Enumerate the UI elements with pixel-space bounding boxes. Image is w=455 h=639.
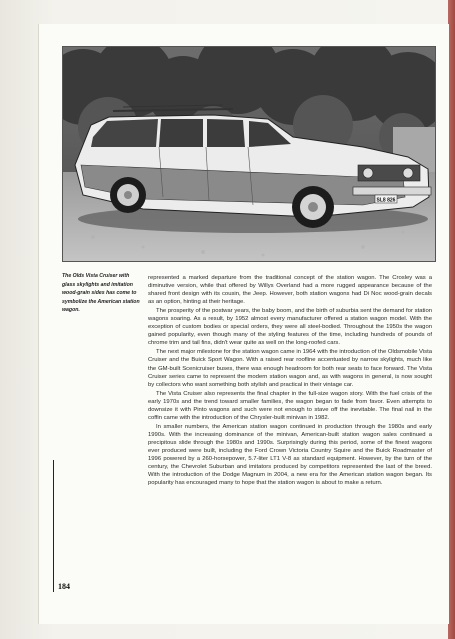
paragraph-4: The Vista Cruiser also represents the final chapter in the full-size wagon story. With the fuel crisis of the early 1970s and the trend toward smaller families, the wagon began to fade from favor. Even attempts to downsize it with Pinto wagons and such were not enough to stave off the inevitable. The final nail in the coffin came with the introduction of the Chrysler-built minivan in 1982. xyxy=(148,390,432,421)
paragraph-3: The next major milestone for the station wagon came in 1964 with the introduction of the Oldsmobile Vista Cruiser and the Buick Sport Wagon. With a raised rear roofline accentuated by narrow skylights, much like the GM-built Scenicruiser buses, there was enough headroom for both rear seats to face forward. The Vista Cruiser series came to represent the modern station wagon and, as with wagons in general, is now sought by collectors who want something both stylish and practical in their vintage car. xyxy=(148,349,432,388)
license-plate-text: SL8 826 xyxy=(376,197,396,204)
paragraph-1: represented a marked departure from the traditional concept of the station wagon. The Crosley was a diminutive version, while that offered by Willys Overland had a more rugged appearance because of the shared front design with its cousin, the Jeep. However, both station wagons had Di Noc wood-grain decals as an option, hinting at their heritage. xyxy=(148,275,432,306)
station-wagon-photo xyxy=(62,46,436,262)
page-number: 184 xyxy=(58,582,70,591)
paragraph-2: The prosperity of the postwar years, the baby boom, and the birth of suburbia sent the demand for station wagons soaring. As a result, by 1952 almost every manufacturer offered a station wagon model. With the exception of custom bodies or special orders, they were all steel-bodied. Throughout the 1950s the wagon gained popularity, even though many of the styling features of the time, including hundreds of pounds of chrome trim and tail fins, didn't wear quite as well on the long-roofed cars. xyxy=(148,308,432,347)
margin-rule xyxy=(53,460,54,592)
book-spine-edge xyxy=(448,0,455,639)
paragraph-5: In smaller numbers, the American station wagon continued in production through the 1980s and early 1990s. With the increasing dominance of the minivan, American-built station wagon sales continued a precipitous slide through the 1980s and 1990s. Surprisingly during this period, some of the finest wagons ever produced were built, including the Ford Crown Victoria Country Squire and the Buick Roadmaster of 1996 powered by a 260-horsepower, 5.7-liter LT1 V-8 as standard equipment. However, by the turn of the century, the Chevrolet Suburban and imitators produced by competitors represented the last of the breed. With the introduction of the Dodge Magnum in 2004, a new era for the American station wagon began. Its popularity has encouraged many to hope that the station wagon is about to make a return. xyxy=(148,423,432,487)
photo-caption: The Olds Vista Cruiser with glass skylights and imitation wood-grain sides has come to symbolize the American station wagon. xyxy=(62,273,140,313)
article-body xyxy=(148,274,432,488)
